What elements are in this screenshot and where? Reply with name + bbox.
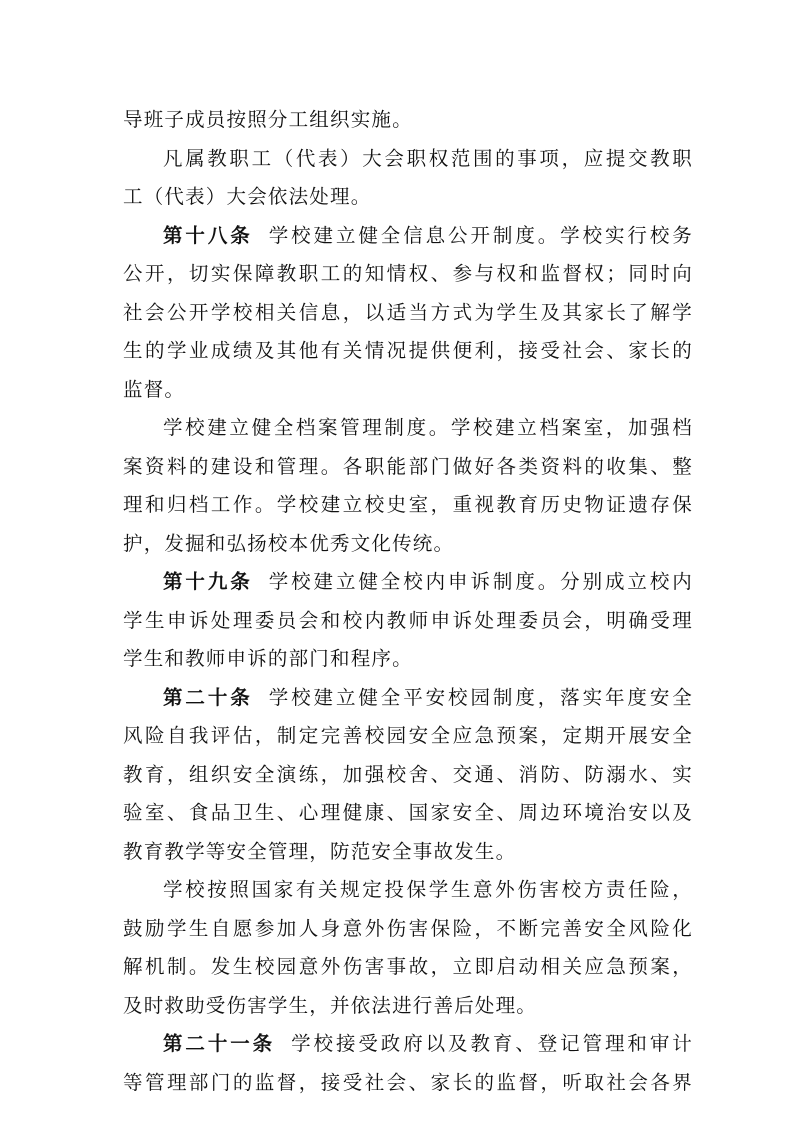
- text-line: [123, 409, 693, 448]
- line-text: 学校按照国家有关规定投保学生意外伤害校方责任险，: [163, 878, 693, 901]
- text-line: [123, 987, 693, 1026]
- text-line: [123, 255, 693, 294]
- line-text: 学校建立健全平安校园制度，落实年度安全: [268, 685, 693, 709]
- line-text: 风险自我评估，制定完善校园安全应急预案，定期开展安全: [123, 724, 693, 747]
- line-text: 学校接受政府以及教育、登记管理和审计: [291, 1032, 693, 1055]
- text-line: [123, 101, 693, 140]
- text-line: [123, 794, 693, 833]
- text-line: [123, 178, 693, 217]
- text-line: [123, 910, 693, 949]
- article-heading: 第二十一条: [163, 1032, 276, 1055]
- text-line: [123, 140, 693, 179]
- line-text: 导班子成员按照分工组织实施。: [123, 108, 413, 131]
- line-text: 教育，组织安全演练，加强校舍、交通、消防、防溺水、实: [123, 762, 693, 786]
- line-text: 教育教学等安全管理，防范安全事故发生。: [123, 839, 517, 863]
- line-text: 验室、食品卫生、心理健康、国家安全、周边环境治安以及: [123, 801, 693, 824]
- line-text: 护，发掘和弘扬校本优秀文化传统。: [123, 531, 455, 555]
- text-line: [123, 756, 693, 795]
- text-line: [123, 217, 693, 256]
- text-line: [123, 1064, 693, 1103]
- text-line: [123, 332, 693, 371]
- line-text: 解机制。发生校园意外伤害事故，立即启动相关应急预案，: [123, 955, 693, 978]
- line-text: 学校建立健全档案管理制度。学校建立档案室，加强档: [163, 416, 693, 439]
- text-line: [123, 294, 693, 333]
- text-line: [123, 371, 693, 410]
- text-line: [123, 679, 693, 718]
- line-text: 等管理部门的监督，接受社会、家长的监督，听取社会各界: [123, 1070, 693, 1094]
- article-heading: 第十九条: [163, 570, 253, 593]
- text-line: [123, 486, 693, 525]
- line-text: 监督。: [123, 377, 186, 401]
- text-line: [123, 525, 693, 564]
- line-text: 凡属教职工（代表）大会职权范围的事项，应提交教职: [163, 146, 693, 170]
- text-line: [123, 871, 693, 910]
- line-text: 学校建立健全校内申诉制度。分别成立校内: [268, 570, 693, 593]
- line-text: 社会公开学校相关信息，以适当方式为学生及其家长了解学: [123, 300, 693, 324]
- line-text: 生的学业成绩及其他有关情况提供便利，接受社会、家长的: [123, 339, 693, 362]
- document-body: [123, 101, 693, 1102]
- text-line: [123, 602, 693, 641]
- line-text: 学校建立健全信息公开制度。学校实行校务: [268, 223, 693, 247]
- line-text: 理和归档工作。学校建立校史室，重视教育历史物证遗存保: [123, 493, 693, 516]
- line-text: 工（代表）大会依法处理。: [123, 185, 372, 208]
- line-text: 公开，切实保障教职工的知情权、参与权和监督权；同时向: [123, 262, 693, 285]
- line-text: 案资料的建设和管理。各职能部门做好各类资料的收集、整: [123, 454, 693, 478]
- line-text: 及时救助受伤害学生，并依法进行善后处理。: [123, 993, 538, 1017]
- article-heading: 第十八条: [163, 223, 253, 247]
- text-line: [123, 640, 693, 679]
- article-heading: 第二十条: [163, 685, 253, 709]
- text-line: [123, 448, 693, 487]
- text-line: [123, 948, 693, 987]
- text-line: [123, 717, 693, 756]
- line-text: 学生申诉处理委员会和校内教师申诉处理委员会，明确受理: [123, 608, 693, 632]
- line-text: 学生和教师申诉的部门和程序。: [123, 647, 413, 670]
- text-line: [123, 563, 693, 602]
- text-line: [123, 833, 693, 872]
- line-text: 鼓励学生自愿参加人身意外伤害保险，不断完善安全风险化: [123, 916, 693, 940]
- text-line: [123, 1025, 693, 1064]
